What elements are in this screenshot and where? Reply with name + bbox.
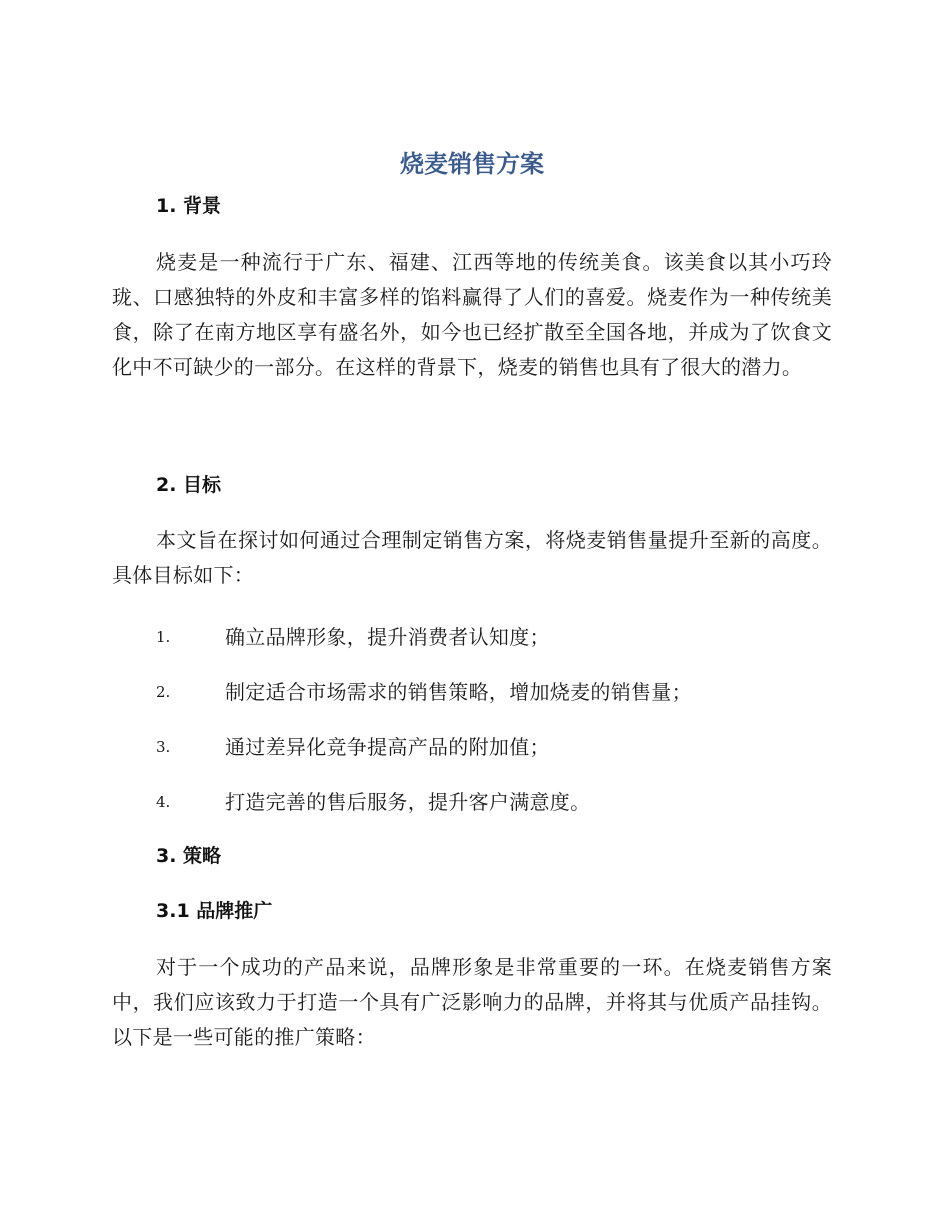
list-number: 4. bbox=[156, 793, 171, 811]
list-number: 3. bbox=[156, 738, 171, 756]
goals-list-item bbox=[112, 731, 832, 763]
list-number: 2. bbox=[156, 683, 171, 701]
goals-list-item bbox=[112, 621, 832, 653]
strategy-paragraph: 对于一个成功的产品来说，品牌形象是非常重要的一环。在烧麦销售方案中，我们应该致力于打造一个具有广泛影响力的品牌，并将其与优质产品挂钩。以下是一些可能的推广策略： bbox=[112, 955, 832, 1049]
section-heading-strategy: 3. 策略 bbox=[156, 845, 222, 867]
background-paragraph: 烧麦是一种流行于广东、福建、江西等地的传统美食。该美食以其小巧玲珑、口感独特的外皮和丰富多样的馅料赢得了人们的喜爱。烧麦作为一种传统美食，除了在南方地区享有盛名外，如今也已经扩散至全国各地，并成为了饮食文化中不可缺少的一部分。在这样的背景下，烧麦的销售也具有了很大的潜力。 bbox=[112, 250, 832, 379]
list-text: 打造完善的售后服务，提升客户满意度。 bbox=[225, 790, 591, 814]
subsection-heading-brand-promotion: 3.1 品牌推广 bbox=[156, 900, 273, 922]
goals-paragraph: 本文旨在探讨如何通过合理制定销售方案，将烧麦销售量提升至新的高度。具体目标如下： bbox=[112, 528, 832, 587]
goals-list-item bbox=[112, 676, 832, 708]
section-heading-background: 1. 背景 bbox=[156, 195, 222, 217]
list-text: 通过差异化竞争提高产品的附加值； bbox=[225, 735, 550, 759]
document-title: 烧麦销售方案 bbox=[400, 150, 544, 178]
list-text: 制定适合市场需求的销售策略，增加烧麦的销售量； bbox=[225, 680, 692, 704]
section-heading-goals: 2. 目标 bbox=[156, 474, 222, 496]
list-number: 1. bbox=[156, 628, 171, 646]
goals-list-item bbox=[112, 786, 832, 818]
list-text: 确立品牌形象，提升消费者认知度； bbox=[225, 625, 550, 649]
